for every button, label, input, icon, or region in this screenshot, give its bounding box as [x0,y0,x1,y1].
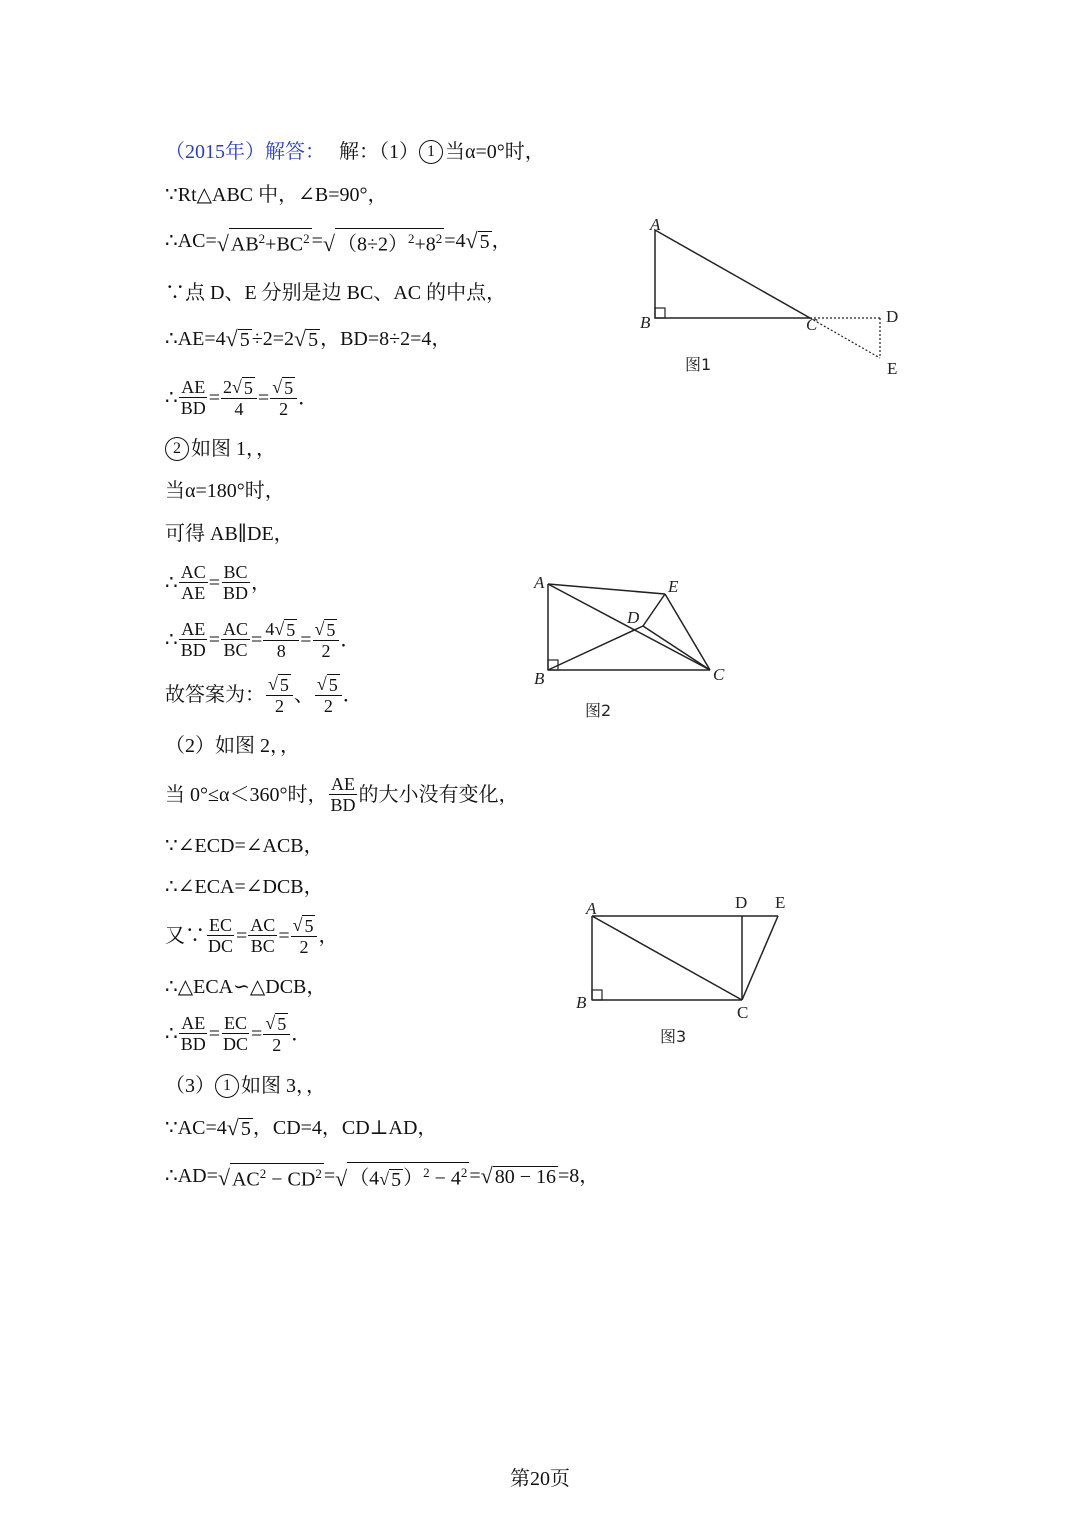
sqrt-expression: √ 80 − 16 [480,1162,556,1188]
fraction: $\frac{AE}{BD}$ [180,377,206,418]
sqrt-expression: √ 5 [294,326,319,351]
figure-caption: 图1 [685,355,712,374]
vertex-label-c: C [806,315,818,334]
vertex-label-a: A [650,215,661,234]
text-line: （3） 1 如图 3，， [165,1075,326,1097]
solution-header [165,140,545,164]
fraction: 4 √ 5 8 [263,618,299,661]
text-line: ∵点 D、E 分别是边 BC、AC 的中点， [165,282,507,304]
vertex-label-a: A [586,899,597,918]
circled-number: 2 [165,437,189,461]
figure-3 [570,890,810,1050]
fraction: $\frac{EC}{DC}$ [223,1013,249,1054]
math-line: ∴ $\frac{AE}{BD}$ = $\frac{EC}{DC}$ = √ 5 2 ． [165,1013,312,1055]
math-line: ∴ $\frac{AE}{BD}$ = $\frac{AC}{BC}$ = 4 √ 5 8 = √ 5 2 ． [165,619,361,661]
solution-part1-label: 解：（1） [339,141,419,163]
fraction: √ 5 2 [266,673,293,716]
fraction: 2 √ 5 4 [221,376,257,419]
circled-number: 1 [419,140,443,164]
sqrt-expression: √ $AC^2 - CD^2$ [218,1163,324,1190]
text-line: 可得 AB∥DE， [165,523,294,545]
figure-2 [525,570,745,725]
vertex-label-d: D [627,608,640,627]
vertex-label-b: B [534,669,545,688]
vertex-label-b: B [576,993,587,1012]
fraction: √ 5 2 [263,1012,290,1055]
sqrt-expression: √ 5 [465,228,490,254]
math-line: ∵AC=4 √ 5 ，CD=4，CD⊥AD， [165,1115,438,1140]
math-line-ad: ∴AD= √ $AC^2 - CD^2$ = √ （4 √ 5 ）$^2 - 4^2$ = √ 80 − 16 =8， [165,1162,600,1191]
text-line: ∴∠ECA=∠DCB， [165,876,324,898]
vertex-label-b: B [640,313,651,332]
sqrt-expression: √ 5 [225,326,250,351]
figure-caption: 图2 [585,701,612,720]
vertex-label-e: E [887,359,898,378]
page-number: 第20页 [510,1468,570,1490]
math-line-ac: ∴AC= √ $AB^2+BC^2$ = √ $(8\div 2)^2+8^2$ =4 √ 5 ， [165,228,512,256]
fraction: $\frac{AC}{AE}$ [180,562,206,603]
text-line: ∵Rt△ABC 中，∠B=90°， [165,184,388,206]
fraction: √ 5 2 [315,673,342,716]
vertex-label-e: E [668,577,679,596]
math-line-ratio: ∴ $\frac{AE}{BD}$ = 2 √ 5 4 = √ 5 2 ． [165,377,319,419]
vertex-label-e: E [775,893,786,912]
text: 当α=0°时， [445,141,545,163]
fraction: $\frac{AC}{BC}$ [250,915,276,956]
text-line: 2 如图 1，， [165,437,276,461]
fraction: $\frac{AE}{BD}$ [330,774,356,815]
fraction: √ 5 2 [313,618,340,661]
vertex-label-c: C [737,1003,749,1022]
sqrt-expression: √ $(8\div 2)^2+8^2$ [323,228,444,255]
text-line: ∴△ECA∽△DCB， [165,976,327,998]
vertex-label-a: A [534,573,545,592]
circled-number: 1 [215,1074,239,1098]
text-line: （2）如图 2，， [165,735,300,757]
fraction: $\frac{AE}{BD}$ [180,1013,206,1054]
fraction: $\frac{EC}{DC}$ [208,915,234,956]
answer-line: 故答案为： √ 5 2 、 √ 5 2 ． [165,674,363,716]
vertex-label-d: D [735,893,748,912]
vertex-label-c: C [713,665,725,684]
figure-caption: 图3 [660,1027,687,1046]
vertex-label-d: D [886,307,899,326]
math-line: 又∵ $\frac{EC}{DC}$ = $\frac{AC}{BC}$ = √ 5 2 ， [165,915,339,957]
math-line: ∴ $\frac{AC}{AE}$ = $\frac{BC}{BD}$ ， [165,562,272,603]
sqrt-expression: √ 5 [226,1115,251,1140]
fraction: √ 5 2 [270,376,297,419]
sqrt-expression: √ $AB^2+BC^2$ [217,228,312,255]
text-line: 当α=180°时， [165,480,285,502]
math-line: 当 0°≤α＜360°时， $\frac{AE}{BD}$ 的大小没有变化， [165,774,519,815]
text-line: ∵∠ECD=∠ACB， [165,835,324,857]
sqrt-expression: √ （4 √ 5 ）$^2 - 4^2$ [335,1162,469,1190]
fraction: $\frac{AE}{BD}$ [180,619,206,660]
math-line-ae: ∴AE=4 √ 5 ÷2=2 √ 5 ，BD=8÷2=4， [165,326,452,351]
year-answer-label: （2015年）解答： [165,141,325,163]
figure-1 [630,210,920,385]
fraction: $\frac{BC}{BD}$ [223,562,249,603]
fraction: √ 5 2 [291,914,318,957]
text: ∴AC= [165,230,217,253]
fraction: $\frac{AC}{BC}$ [223,619,249,660]
